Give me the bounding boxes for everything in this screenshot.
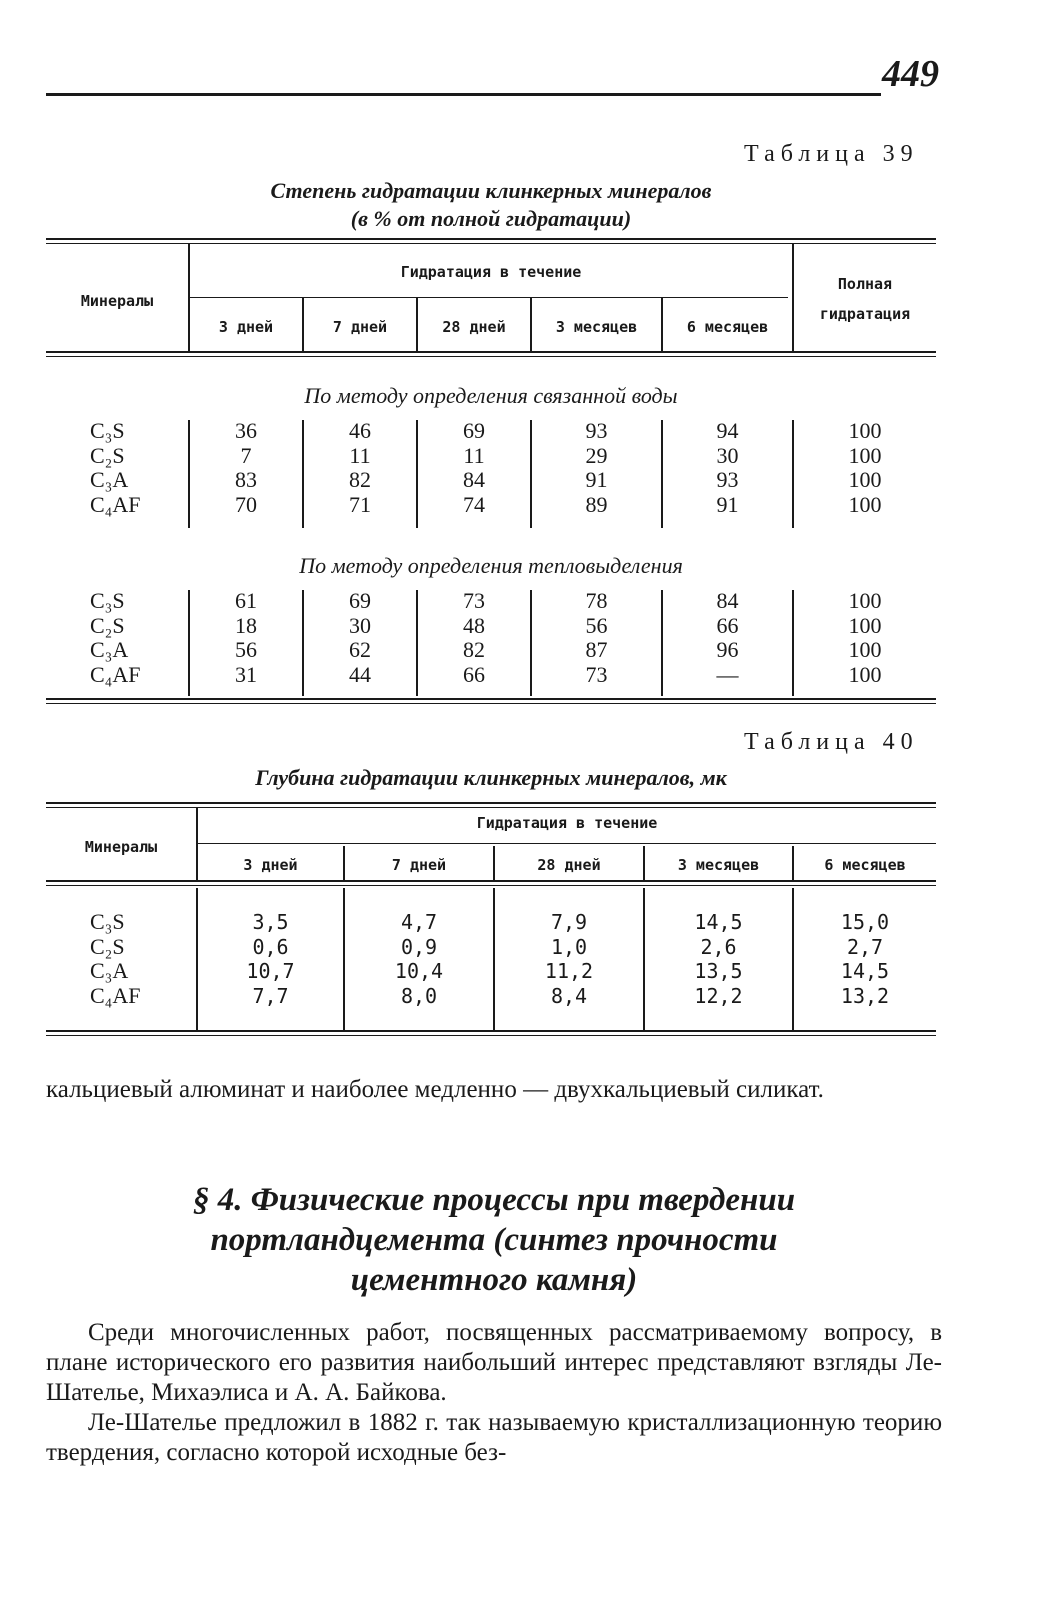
table-39-s2-mineral: C₃S [90,588,125,613]
table-cell: 11,2 [544,959,594,983]
table-cell: 69 [349,588,371,613]
section-heading-line3: цементного камня) [350,1262,638,1298]
table-cell: 91 [585,467,608,492]
table-39-header-full-1: Полная [837,275,893,293]
table-cell: 56 [585,612,608,638]
table-cell: 66 [716,612,739,638]
table-39-s2-mineral: C₃A [90,637,129,662]
table-cell: 84 [463,467,485,492]
table-40-bottom-rule [46,1030,936,1036]
table-40-col-28d [495,910,643,1008]
table-39-title-line2: (в % от полной гидратации) [350,206,632,231]
table-40-mineral: C₃S [90,909,125,934]
table-39-s1-mineral: C₃A [90,467,129,492]
section-heading-line2: портландцемента (синтез прочности [210,1222,778,1258]
table-cell: 7 [240,442,252,468]
table-39-s1-col-28d [418,419,530,517]
table-cell: 84 [716,588,739,613]
table-cell: 4,7 [400,910,438,934]
table-cell: 10,7 [246,959,295,983]
table-cell: 14,5 [694,910,743,934]
table-cell: 7,9 [550,910,588,934]
table-cell: 11 [463,442,485,468]
table-cell: 100 [848,588,882,613]
table-cell: 7,7 [252,983,289,1008]
table-cell: 46 [349,418,371,443]
section-heading-line1: § 4. Физические процессы при твердении [192,1182,796,1218]
table-cell: — [716,661,739,687]
table-cell: 94 [716,418,739,443]
paragraph-intro: Среди многочисленных работ, посвященных рассматриваемому вопросу, в плане исторического его развития наибольший интерес представляют взгляды Ле-Шателье, Михаэлиса и А. А. Байкова. [46,1319,942,1406]
table-39-s1-mineral: C₄AF [90,491,141,517]
table-cell: 44 [349,661,371,687]
table-39-s2-col-6m [663,589,792,687]
table-40-mineral: C₂S [90,933,125,959]
table-cell: 83 [235,467,257,492]
table-39-group-rule [190,297,788,298]
table-39-s2-mineral: C₄AF [90,661,141,687]
table-40-header-28d: 28 дней [537,856,601,874]
table-39-header-minerals: Минералы [80,292,154,310]
table-cell: 10,4 [394,959,444,983]
table-cell: 30 [349,612,371,638]
table-39-s1-minerals [90,419,140,517]
table-cell: 74 [463,491,485,517]
table-cell: 87 [585,637,608,662]
paragraph-le-chatelier: Ле-Шателье предложил в 1882 г. так называемую кристаллизационную теорию твердения, согласно которой исходные без- [46,1409,942,1466]
table-cell: 56 [235,637,257,662]
table-39-title-line1: Степень гидратации клинкерных минералов [270,178,712,203]
table-40-header-group: Гидратация в течение [476,814,658,832]
table-cell: 8,4 [550,983,588,1008]
table-cell: 0,6 [252,934,289,959]
table-cell: 8,0 [400,983,438,1008]
table-cell: 69 [463,418,485,443]
table-40-top-rule [46,802,936,808]
table-cell: 13,5 [694,959,743,983]
table-cell: 78 [585,588,608,613]
table-cell: 61 [235,588,257,613]
table-39-label: Таблица 39 [744,141,919,167]
table-cell: 2,6 [700,934,737,959]
table-cell: 73 [463,588,485,613]
table-cell: 2,7 [846,934,884,959]
table-cell: 3,5 [252,910,289,934]
table-39-s2-col-3m [532,589,661,687]
table-cell: 31 [235,661,257,687]
table-39-s1-col-7d [304,419,416,517]
table-cell: 1,0 [550,934,588,959]
table-cell: 71 [349,491,371,517]
table-40-label: Таблица 40 [744,729,919,755]
table-cell: 11 [349,442,371,468]
table-39-header-3d: 3 дней [218,318,274,336]
table-cell: 14,5 [840,959,890,983]
table-39-s1-col-3m [532,419,661,517]
header-rule [46,93,881,96]
table-cell: 15,0 [840,910,890,934]
table-39-s2-col-28d [418,589,530,687]
table-cell: 100 [848,491,882,517]
table-40-header-rule [46,880,936,886]
table-39-section-2-caption: По методу определения тепловыделения [299,553,683,578]
table-39-s1-col-3d [190,419,302,517]
table-cell: 62 [349,637,371,662]
table-40-group-rule [198,843,936,844]
table-39-s1-mineral: C₂S [90,442,125,468]
table-cell: 29 [585,442,608,468]
table-39-s1-mineral: C₃S [90,418,125,443]
table-cell: 82 [349,467,371,492]
table-cell: 100 [848,418,882,443]
table-39-bottom-rule [46,698,936,704]
table-39-header-group: Гидратация в течение [400,263,582,281]
table-40-col-3m [645,910,792,1008]
table-40-header-6m: 6 месяцев [824,856,906,874]
table-cell: 0,9 [400,934,438,959]
table-40-header-7d: 7 дней [391,856,447,874]
table-39-s2-col-full [794,589,936,687]
table-39-s2-col-7d [304,589,416,687]
table-40-header-minerals: Минералы [84,838,158,856]
table-39-section-1-caption: По методу определения связанной воды [304,383,678,408]
table-40-mineral: C₄AF [90,982,141,1008]
table-cell: 82 [463,637,485,662]
table-40-mineral: C₃A [90,958,129,983]
table-cell: 66 [463,661,485,687]
table-cell: 93 [716,467,739,492]
table-40-col-6m [794,910,936,1008]
table-40-col-3d [198,910,343,1008]
table-cell: 73 [585,661,608,687]
table-39-s1-col-full [794,419,936,517]
table-39-header-6m: 6 месяцев [686,318,769,336]
table-cell: 91 [716,491,739,517]
table-cell: 100 [848,637,882,662]
table-cell: 48 [463,612,485,638]
table-39-s2-mineral: C₂S [90,612,125,638]
table-39-header-28d: 28 дней [442,318,506,336]
table-cell: 100 [848,661,882,687]
table-39-header-rule [46,351,936,357]
table-cell: 100 [848,442,882,468]
page-number: 449 [882,53,939,95]
table-cell: 70 [235,491,257,517]
table-cell: 36 [235,418,257,443]
table-40-title: Глубина гидратации клинкерных минералов, мк [255,765,727,790]
table-40-col-7d [345,910,493,1008]
table-40-minerals [90,910,140,1008]
table-39-top-rule [46,238,936,244]
table-40-header-3m: 3 месяцев [677,856,760,874]
table-cell: 89 [585,491,608,517]
table-cell: 93 [585,418,608,443]
table-cell: 30 [716,442,739,468]
table-39-s2-minerals [90,589,140,687]
table-cell: 12,2 [694,983,743,1008]
table-cell: 100 [848,612,882,638]
table-39-header-full-2: гидратация [819,305,911,323]
table-39-s2-col-3d [190,589,302,687]
table-39-header-7d: 7 дней [332,318,388,336]
table-cell: 18 [235,612,257,638]
table-39-s1-col-6m [663,419,792,517]
table-39-header-3m: 3 месяцев [555,318,638,336]
table-cell: 100 [848,467,882,492]
table-cell: 96 [716,637,739,662]
paragraph-continued: кальциевый алюминат и наиболее медленно — двухкальциевый силикат. [46,1076,824,1103]
table-40-header-3d: 3 дней [243,856,298,874]
table-cell: 13,2 [840,983,890,1008]
